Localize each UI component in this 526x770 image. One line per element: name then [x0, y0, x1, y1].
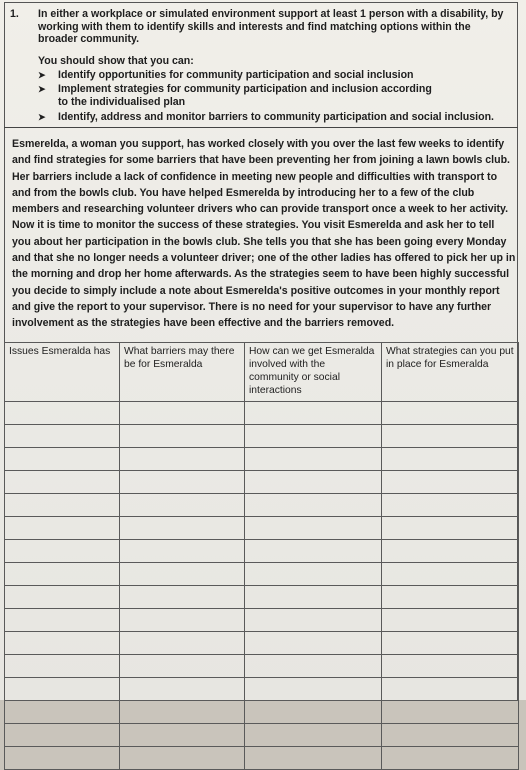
answer-cell[interactable] [120, 471, 245, 494]
answer-cell[interactable] [382, 517, 519, 540]
table-row [5, 494, 519, 517]
answer-cell[interactable] [245, 517, 382, 540]
arrow-bullet-icon: ➤ [38, 70, 46, 80]
answer-cell[interactable] [120, 494, 245, 517]
answer-cell[interactable] [245, 632, 382, 655]
answer-cell[interactable] [245, 425, 382, 448]
table-row [5, 724, 519, 747]
answer-cell[interactable] [120, 609, 245, 632]
table-row [5, 609, 519, 632]
answer-cell[interactable] [382, 586, 519, 609]
header-involvement: How can we get Esmeralda involved with the community or social interactions [245, 343, 382, 402]
answer-cell[interactable] [382, 494, 519, 517]
answer-cell[interactable] [245, 471, 382, 494]
answer-cell[interactable] [120, 655, 245, 678]
answer-cell[interactable] [245, 563, 382, 586]
table-row [5, 701, 519, 724]
table-row [5, 678, 519, 701]
answer-cell[interactable] [245, 747, 382, 770]
answer-cell[interactable] [245, 586, 382, 609]
answer-cell[interactable] [5, 747, 120, 770]
answer-table [4, 342, 519, 770]
answer-cell[interactable] [245, 402, 382, 425]
answer-cell[interactable] [245, 655, 382, 678]
answer-cell[interactable] [5, 563, 120, 586]
answer-cell[interactable] [5, 471, 120, 494]
answer-cell[interactable] [120, 402, 245, 425]
answer-cell[interactable] [245, 448, 382, 471]
table-row [5, 540, 519, 563]
table-row [5, 517, 519, 540]
table-row [5, 448, 519, 471]
answer-cell[interactable] [5, 540, 120, 563]
bullet-text: Identify opportunities for community participation and social inclusion [58, 69, 414, 81]
answer-cell[interactable] [120, 517, 245, 540]
answer-cell[interactable] [245, 540, 382, 563]
answer-cell[interactable] [5, 724, 120, 747]
answer-cell[interactable] [245, 701, 382, 724]
answer-cell[interactable] [5, 494, 120, 517]
table-row [5, 402, 519, 425]
arrow-bullet-icon: ➤ [38, 112, 46, 122]
table-row [5, 586, 519, 609]
answer-cell[interactable] [382, 655, 519, 678]
answer-cell[interactable] [382, 425, 519, 448]
answer-cell[interactable] [382, 632, 519, 655]
scenario-text: Esmerelda, a woman you support, has worked closely with you over the last few weeks to identify and find strategies for some barriers that have been preventing her from joining a lawn bowls club. Her barriers include a lack of confidence in meeting new people and difficulties with transport to and from the bowls club. You have helped Esmerelda by introducing her to a few of the club members and researching volunteer drivers who can provide transport once a week to her activity. Now it is time to monitor the success of these strategies. You visit Esmerelda and ask her to tell you about her participation in the bowls club. She tells you that she has been going every Monday and that she no longer needs a volunteer driver; one of the other ladies has offered to pick her up in the morning and drop her home afterwards. As the strategies seem to have been highly successful you decide to simply include a note about Esmerelda's positive outcomes in your monthly report and give the report to your supervisor. There is no need for your supervisor to have any further involvement as the strategies have been effective and the barriers removed. [12, 138, 516, 330]
answer-cell[interactable] [382, 678, 519, 701]
table-row [5, 655, 519, 678]
answer-cell[interactable] [5, 402, 120, 425]
answer-cell[interactable] [120, 540, 245, 563]
answer-cell[interactable] [382, 471, 519, 494]
answer-cell[interactable] [5, 609, 120, 632]
answer-cell[interactable] [120, 724, 245, 747]
table-row [5, 632, 519, 655]
answer-cell[interactable] [120, 747, 245, 770]
answer-cell[interactable] [5, 678, 120, 701]
answer-cell[interactable] [5, 655, 120, 678]
question-number: 1. [10, 8, 19, 20]
answer-cell[interactable] [382, 724, 519, 747]
answer-cell[interactable] [245, 609, 382, 632]
show-intro: You should show that you can: [38, 55, 194, 67]
header-strategies: What strategies can you put in place for Esmeralda [382, 343, 519, 402]
answer-cell[interactable] [382, 747, 519, 770]
answer-cell[interactable] [382, 402, 519, 425]
answer-cell[interactable] [5, 517, 120, 540]
answer-cell[interactable] [382, 701, 519, 724]
answer-cell[interactable] [5, 425, 120, 448]
answer-cell[interactable] [382, 540, 519, 563]
section-divider [4, 127, 518, 128]
answer-cell[interactable] [5, 448, 120, 471]
bullet-text: Implement strategies for community participation and inclusion according to the individualised plan [58, 83, 432, 108]
table-row [5, 471, 519, 494]
answer-cell[interactable] [382, 609, 519, 632]
answer-cell[interactable] [120, 701, 245, 724]
table-row [5, 747, 519, 770]
answer-cell[interactable] [5, 586, 120, 609]
table-row [5, 425, 519, 448]
answer-cell[interactable] [5, 701, 120, 724]
answer-cell[interactable] [5, 632, 120, 655]
answer-cell[interactable] [245, 724, 382, 747]
table-row [5, 563, 519, 586]
arrow-bullet-icon: ➤ [38, 84, 46, 94]
answer-cell[interactable] [120, 563, 245, 586]
answer-cell[interactable] [120, 586, 245, 609]
answer-cell[interactable] [120, 632, 245, 655]
answer-cell[interactable] [382, 563, 519, 586]
bullet-text: Identify, address and monitor barriers to community participation and social inclusion. [58, 111, 494, 123]
header-issues: Issues Esmeralda has [5, 343, 120, 402]
question-text: In either a workplace or simulated environment support at least 1 person with a disability, by working with them to identify skills and interests and find matching options within the broader community. [38, 8, 504, 45]
answer-cell[interactable] [120, 448, 245, 471]
answer-cell[interactable] [120, 425, 245, 448]
table-header-row [5, 343, 519, 402]
answer-cell[interactable] [120, 678, 245, 701]
answer-cell[interactable] [245, 494, 382, 517]
header-barriers: What barriers may there be for Esmeralda [120, 343, 245, 402]
answer-cell[interactable] [245, 678, 382, 701]
answer-cell[interactable] [382, 448, 519, 471]
